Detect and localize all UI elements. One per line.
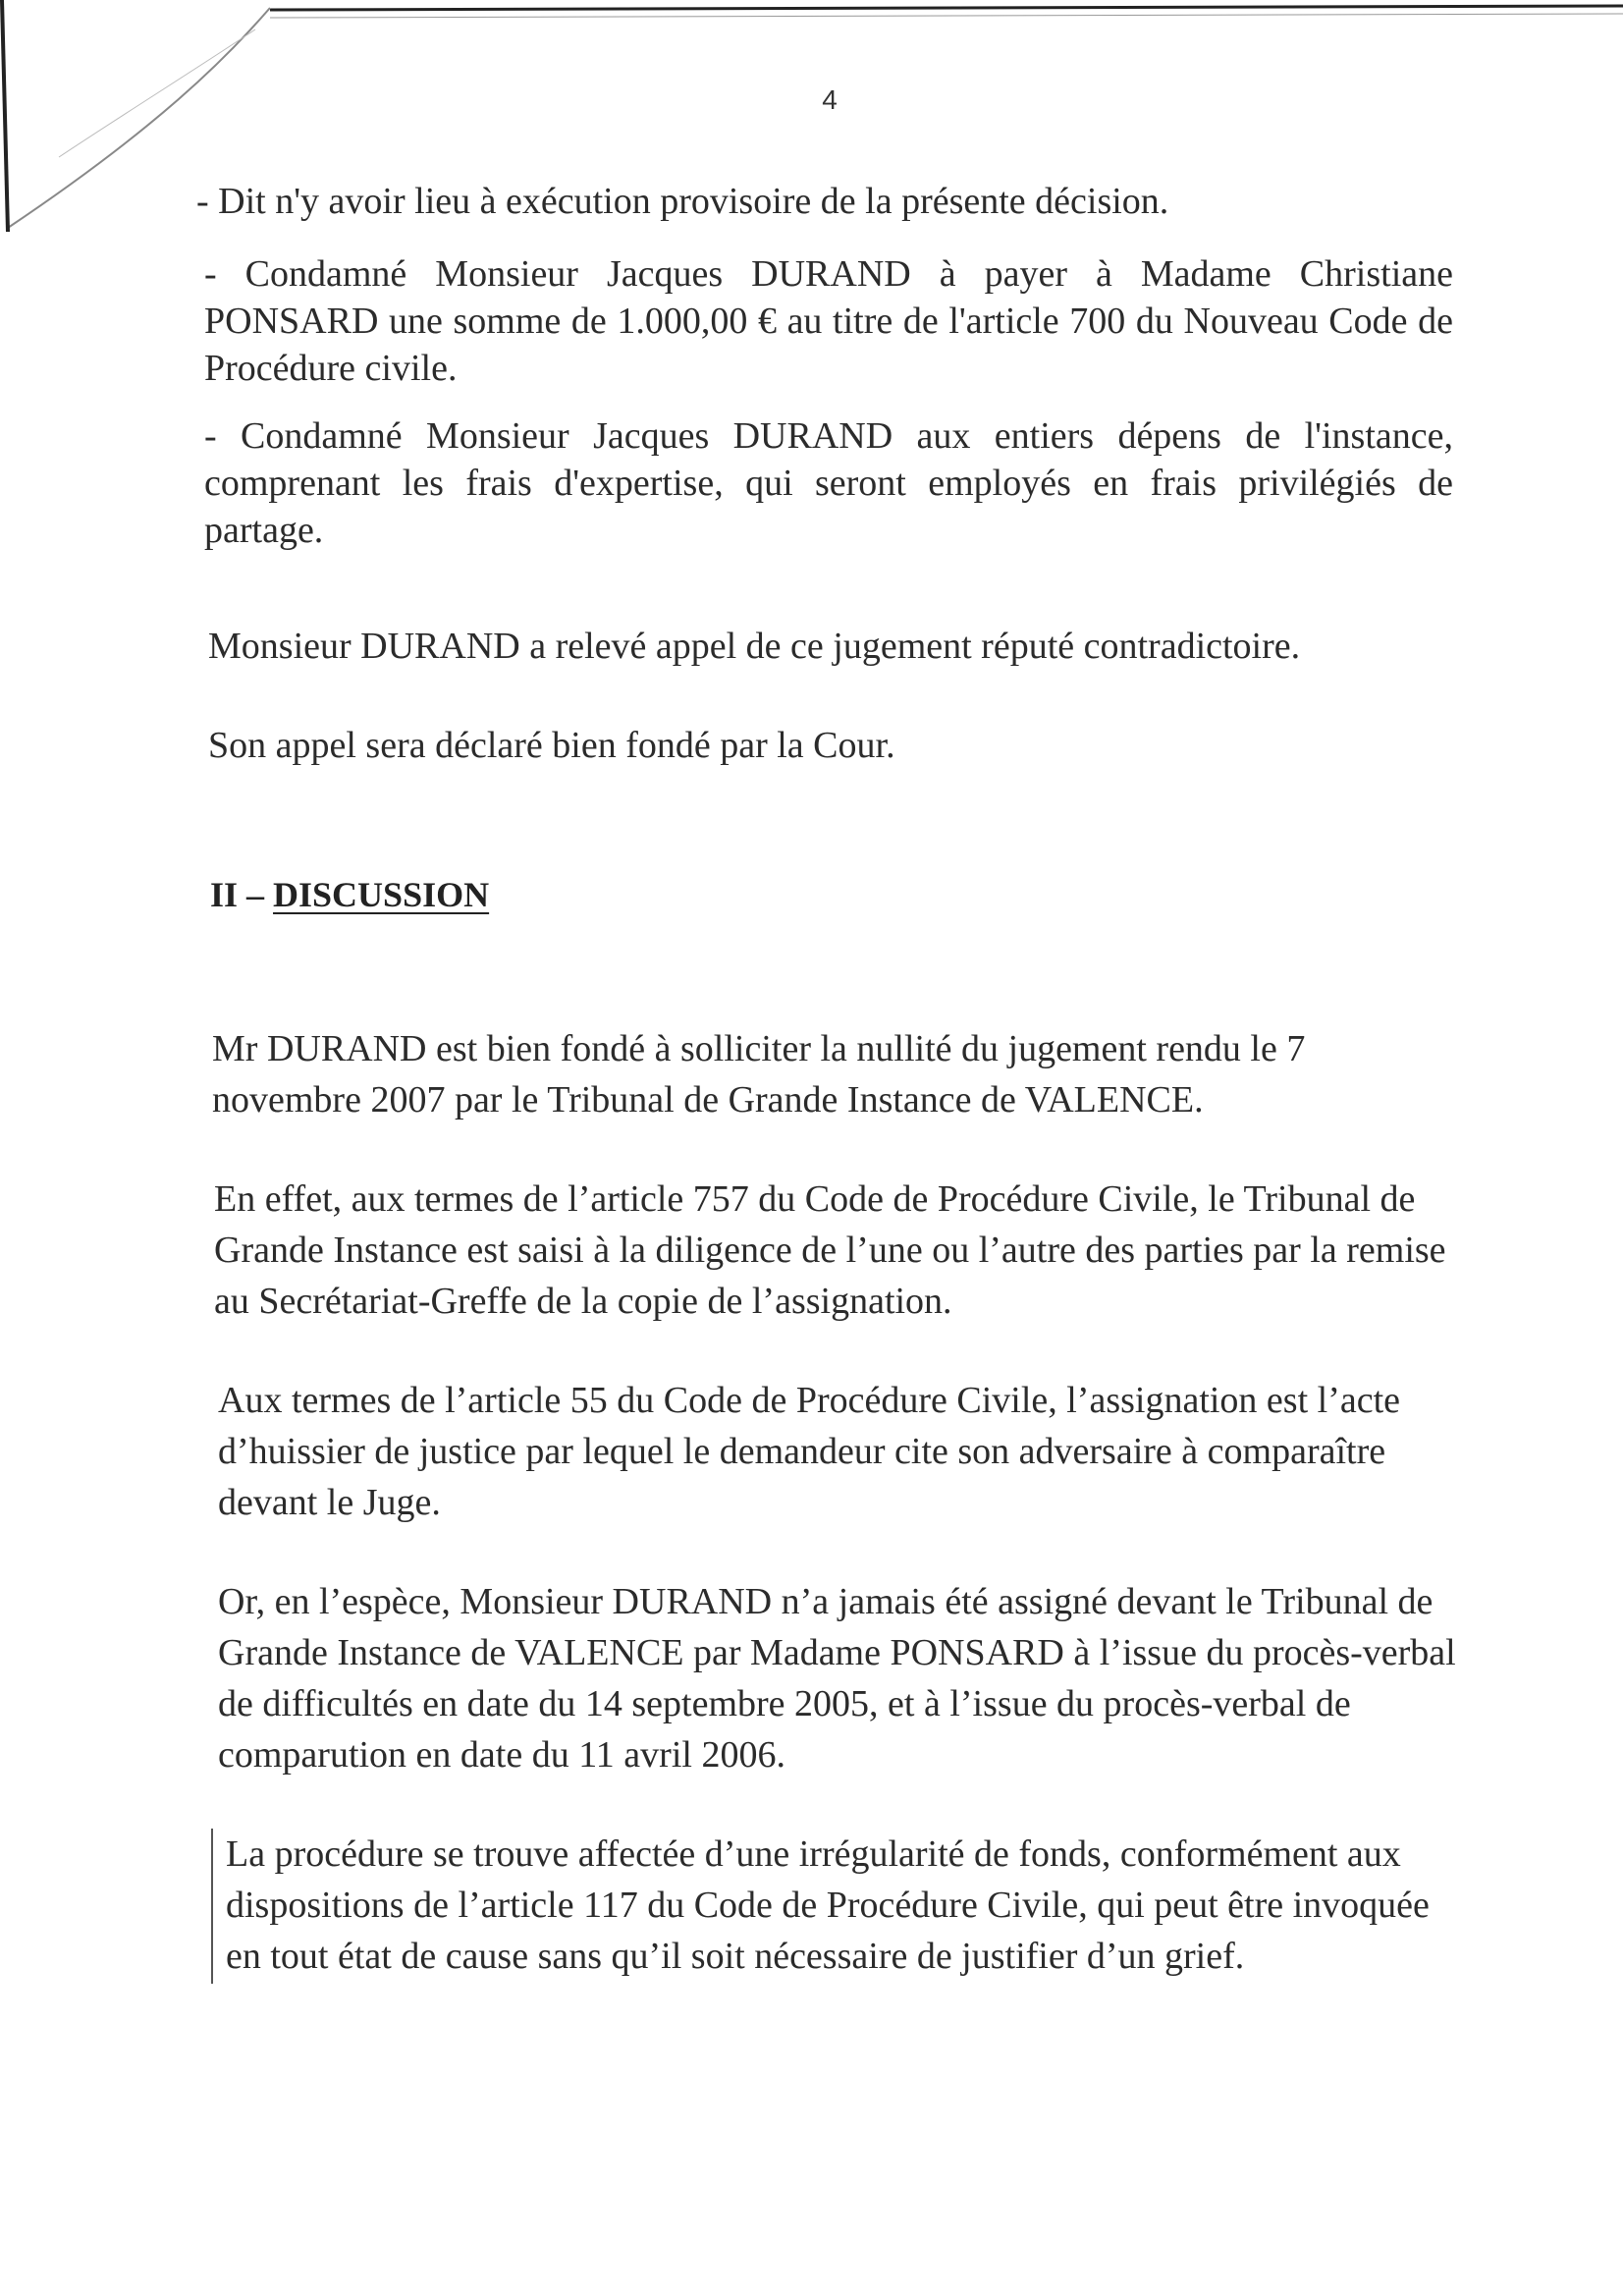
discussion-paragraph: La procédure se trouve affectée d’une irrégularité de fonds, conformément aux dispositions de l’article 117 du Code de Procédure Civile, qui peut être invoquée en tout état de cause sans qu’il soit nécessaire de justifier d’un grief.: [226, 1833, 1430, 1977]
judgment-item: - Dit n'y avoir lieu à exécution provisoire de la présente décision.: [196, 181, 1169, 222]
judgment-item: - Condamné Monsieur Jacques DURAND aux entiers dépens de l'instance, comprenant les frais d'expertise, qui seront employés en frais privilégiés de partage.: [204, 415, 1453, 551]
appeal-paragraph: Monsieur DURAND a relevé appel de ce jugement réputé contradictoire.: [208, 626, 1301, 667]
section-title: DISCUSSION: [273, 875, 490, 914]
discussion-paragraph: En effet, aux termes de l’article 757 du Code de Procédure Civile, le Tribunal de Grande Instance est saisi à la diligence de l’une ou l’autre des parties par la remise au Secrétariat-Greffe de la copie de l’assignation.: [214, 1178, 1446, 1322]
judgment-item: - Condamné Monsieur Jacques DURAND à payer à Madame Christiane PONSARD une somme de 1.000,00 € au titre de l'article 700 du Nouveau Code de Procédure civile.: [204, 253, 1453, 389]
discussion-paragraph: Aux termes de l’article 55 du Code de Procédure Civile, l’assignation est l’acte d’huissier de justice par lequel le demandeur cite son adversaire à comparaître devant le Juge.: [218, 1380, 1401, 1523]
revision-margin-bar: [211, 1829, 213, 1984]
section-heading: [210, 874, 489, 915]
discussion-paragraph: Or, en l’espèce, Monsieur DURAND n’a jamais été assigné devant le Tribunal de Grande Instance de VALENCE par Madame PONSARD à l’issue du procès-verbal de difficultés en date du 14 septembre 2005, et à l’issue du procès-verbal de comparution en date du 11 avril 2006.: [218, 1581, 1456, 1776]
discussion-paragraph: Mr DURAND est bien fondé à solliciter la nullité du jugement rendu le 7 novembre 2007 par le Tribunal de Grande Instance de VALENCE.: [212, 1028, 1306, 1121]
appeal-paragraph: Son appel sera déclaré bien fondé par la Cour.: [208, 725, 895, 766]
page-number: 4: [822, 84, 838, 115]
section-number: II –: [210, 875, 274, 914]
